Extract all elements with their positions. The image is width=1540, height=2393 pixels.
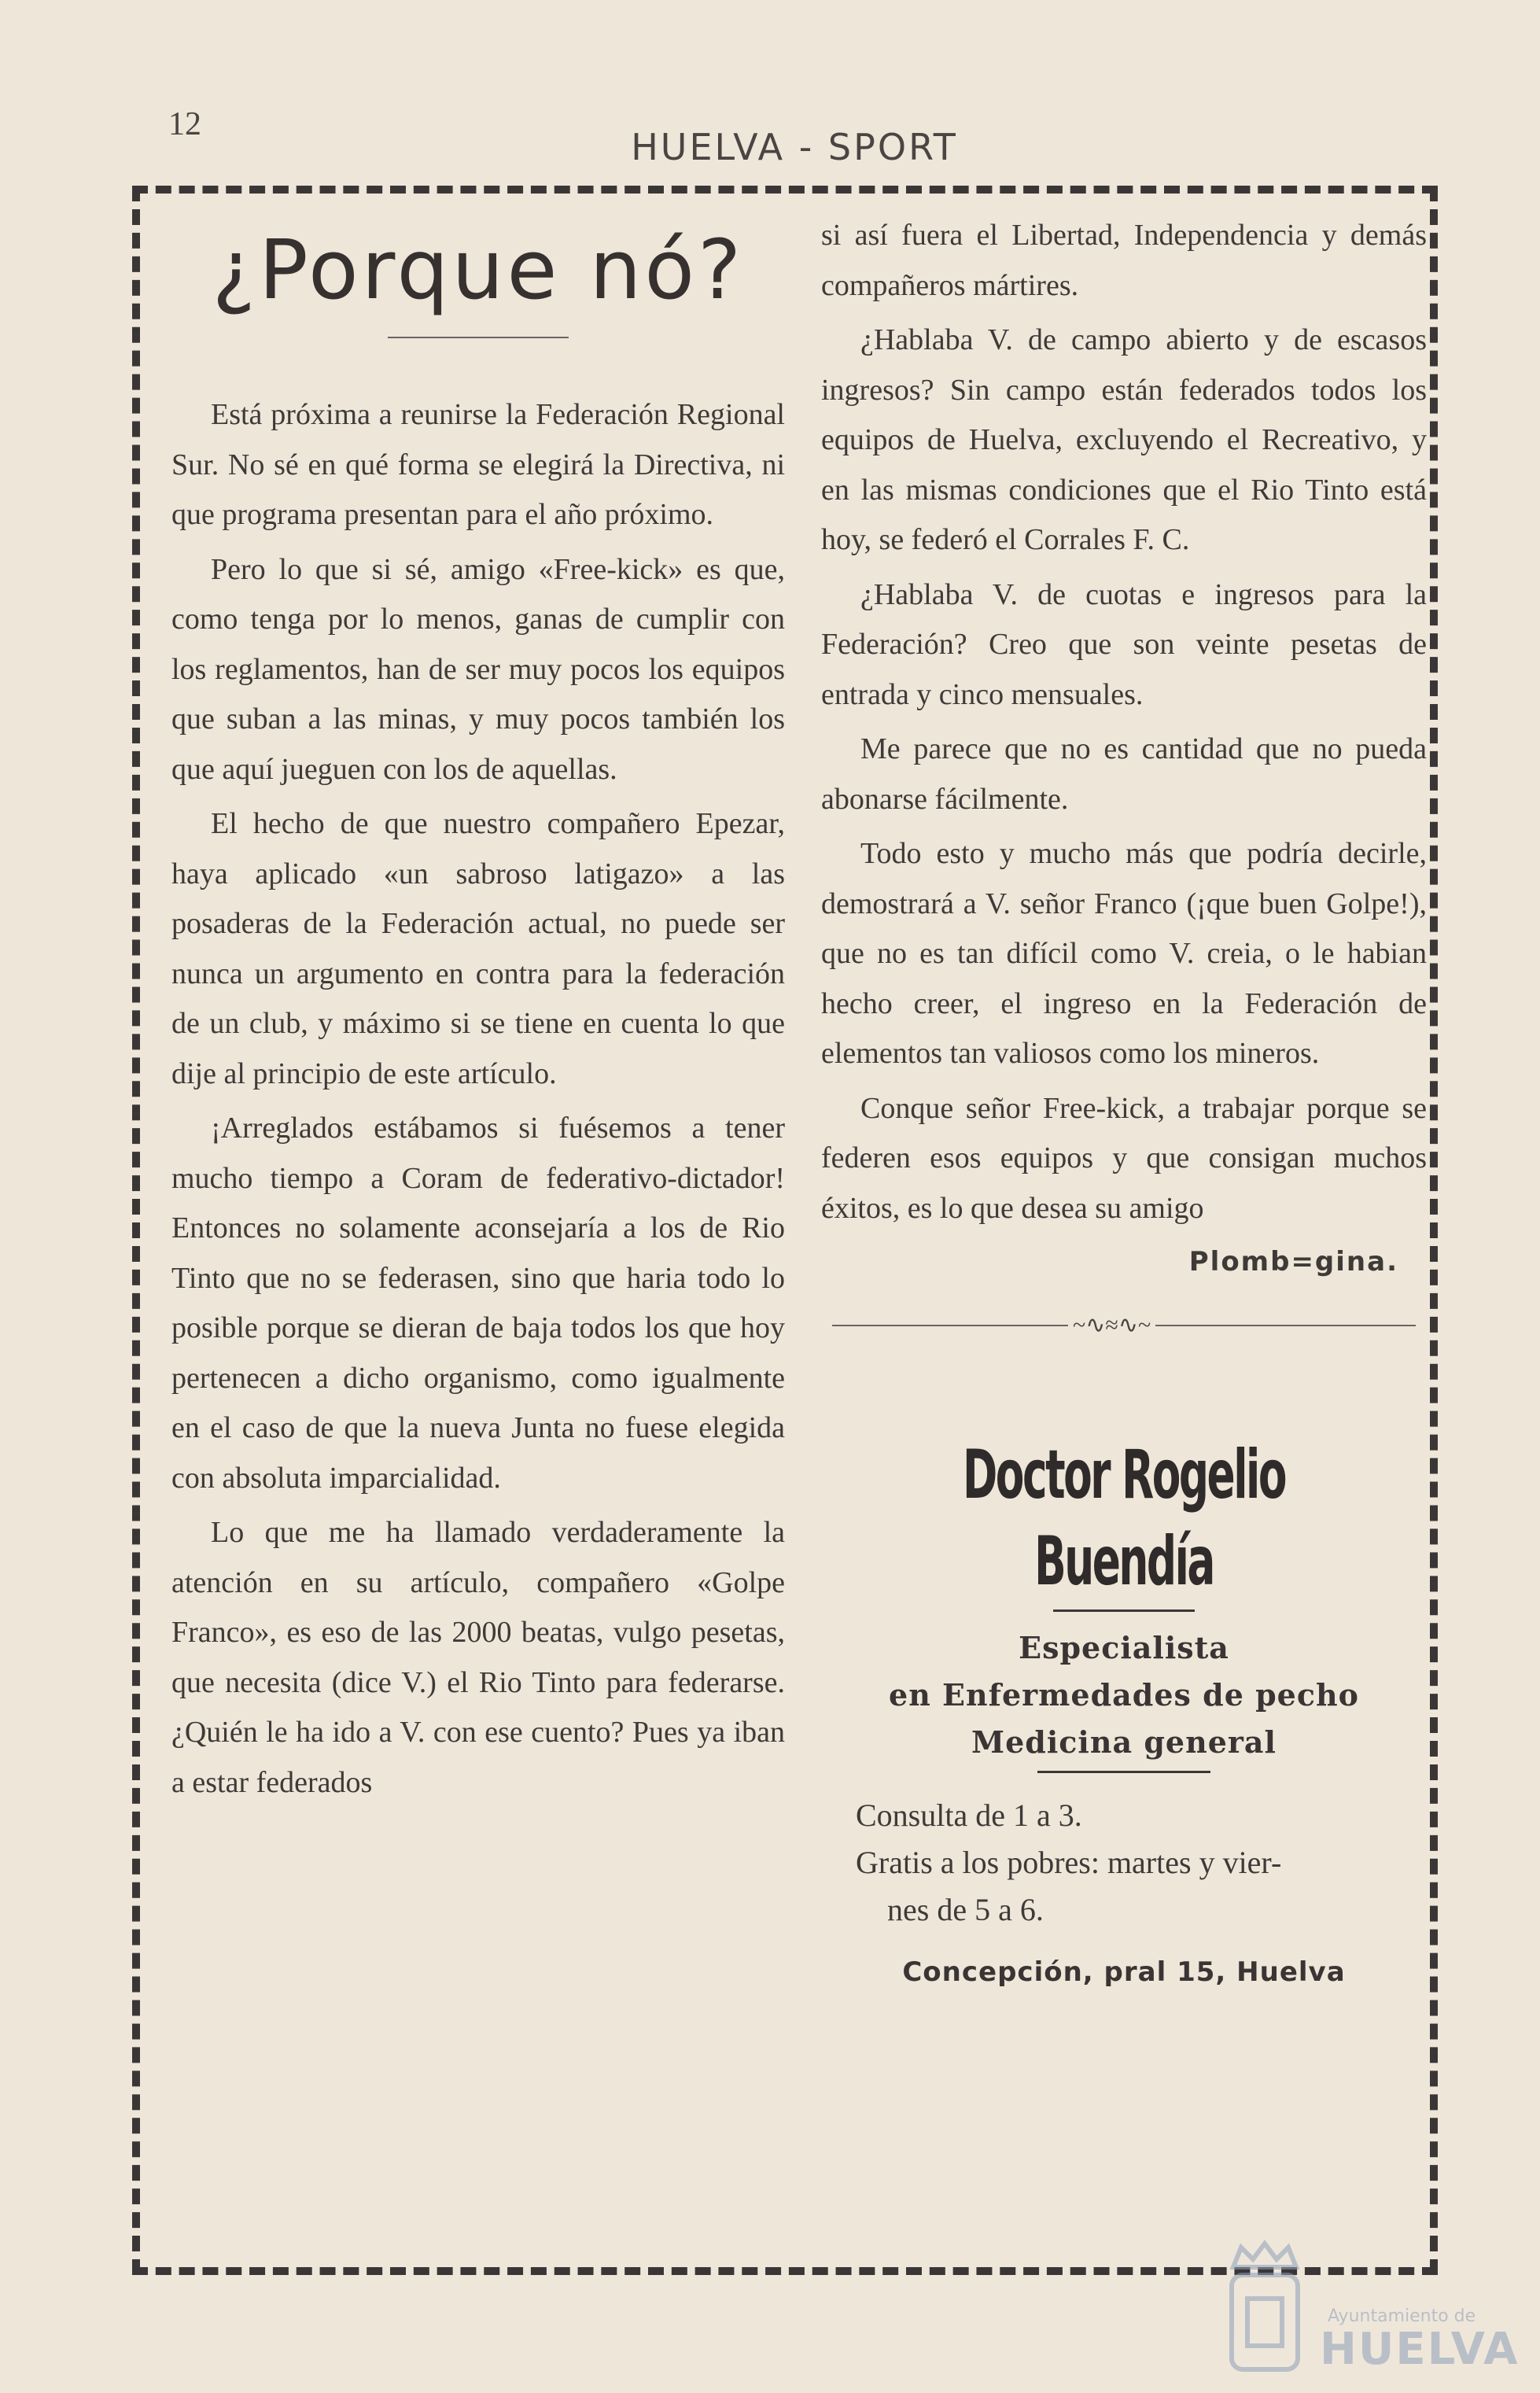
paragraph-continued: si así fuera el Libertad, Independencia y demás compañeros mártires. [821,219,1427,302]
ad-name-underline [1053,1609,1195,1612]
ad-address: Concepción, pral 15, Huelva [902,1956,1346,1988]
page-number: 12 [168,106,201,142]
ad-divider [1037,1771,1210,1773]
watermark-small-text: Ayuntamiento de [1328,2306,1476,2326]
ad-specialty: Especialista [1019,1630,1229,1665]
paragraph: Lo que me ha llamado verdaderamente la atención en su artículo, compañero «Golpe Franco», es eso de las 2000 beatas, vulgo pesetas, que necesita (dice V.) el Rio Tinto para federarse. ¿Quién le ha ido a V. con ese cuento? Pues ya iban a estar federados [171,1516,785,1799]
paragraph: Todo esto y mucho más que podría decirle, demostrará a V. señor Franco (¡que buen Golpe!), que no es tan difícil como V. creia, o le habian hecho creer, el ingreso en la Federación de elementos tan valiosos como los mineros. [821,837,1427,1070]
headline-divider [388,337,569,338]
left-column [171,211,785,1812]
ad-free-line-cont [856,1886,1427,1934]
watermark-big-text: HUELVA [1320,2324,1520,2375]
ornamental-divider [832,1314,1416,1337]
paragraph: El hecho de que nuestro compañero Epezar, haya aplicado «un sabroso latigazo» a las posaderas de la Federación actual, no puede ser nunca un argumento en contra para la federación de un club, y máximo si se tiene en cuenta lo que dije al principio de este artículo. [171,807,785,1090]
paragraph: Pero lo que si sé, amigo «Free-kick» es que, como tenga por lo menos, ganas de cumplir con los reglamentos, han de ser muy pocos los equipos que suban a las minas, y muy pocos también los que aquí jueguen con los de aquellas. [171,552,785,786]
ad-free-line: Gratis a los pobres: martes y vier- [856,1845,1282,1880]
article-signature: Plomb=gina. [1188,1246,1398,1278]
paragraph: ¿Hablaba V. de cuotas e ingresos para la Federación? Creo que son veinte pesetas de entrada y cinco mensuales. [821,577,1427,711]
ad-specialty-detail: en Enfermedades de pecho [889,1677,1359,1713]
right-column [821,211,1427,1998]
article-headline: ¿Porque nó? [212,222,745,318]
paragraph: ¡Arreglados estábamos si fuésemos a tener mucho tiempo a Coram de federativo-dictador! Entonces no solamente aconsejaría a los de Rio Tinto que no se federasen, sino que haria todo lo posible porque se dieran de baja todos los que hoy pertenecen a dicho organismo, como igualmente en el caso de que la nueva Junta no fuese elegida con absoluta imparcialidad. [171,1112,785,1495]
paragraph: Está próxima a reunirse la Federación Regional Sur. No sé en qué forma se elegirá la Directiva, ni que programa presentan para el año próximo. [171,398,785,531]
paragraph: Me parece que no es cantidad que no pueda abonarse fácilmente. [821,732,1427,816]
paragraph: Conque señor Free-kick, a trabajar porque se federen esos equipos y que consigan muchos éxitos, es lo que desea su amigo [821,1091,1427,1225]
running-title: HUELVA - SPORT [631,126,958,168]
ad-doctor-name: Doctor Rogelio Buendía [963,1436,1285,1601]
flourish-icon: ~∿≈∿~ [1068,1315,1155,1336]
watermark [1218,2236,1532,2385]
city-crest-icon [1218,2236,1312,2385]
paragraph: ¿Hablaba V. de campo abierto y de escasos ingresos? Sin campo están federados todos los equipos de Huelva, excluyendo el Recreativo, y en las mismas condiciones que el Rio Tinto está hoy, se federó el Corrales F. C. [821,323,1427,556]
ad-free-days: nes de 5 a 6. [887,1892,1044,1927]
ad-consult-hours: Consulta de 1 a 3. [856,1798,1082,1833]
advertisement [821,1432,1427,1998]
ad-general-medicine: Medicina general [971,1724,1277,1760]
